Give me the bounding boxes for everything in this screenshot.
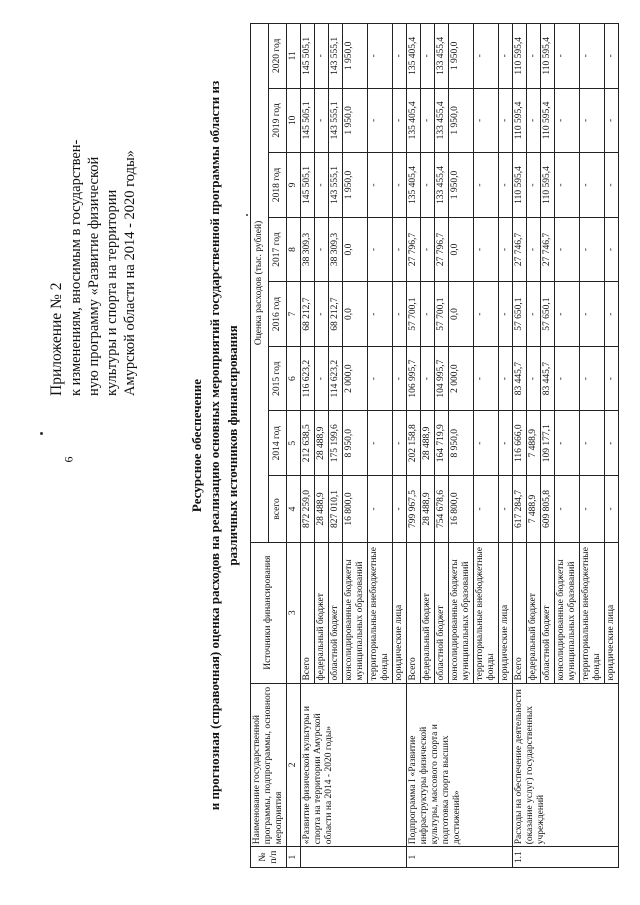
amount-cell: - [555, 411, 580, 476]
amount-cell: - [555, 24, 580, 89]
column-number: 2 [287, 683, 301, 847]
amount-cell: - [555, 88, 580, 153]
amount-cell: - [580, 346, 605, 411]
amount-cell: - [393, 282, 407, 347]
funding-source: юридические лица [499, 542, 513, 683]
header-name: Наименование государственной программы, подпрограммы, основного мероприятия [251, 683, 287, 847]
column-number: 10 [287, 88, 301, 153]
amount-cell: 2 000,0 [343, 346, 368, 411]
amount-cell: - [555, 153, 580, 218]
appendix-line: к изменениям, вносимым в государствен- [68, 139, 84, 396]
amount-cell: 28 488,9 [315, 476, 329, 543]
amount-cell: 7 488,9 [527, 476, 541, 543]
amount-cell: 135 405,4 [407, 153, 421, 218]
header-year: 2014 год [269, 411, 287, 476]
amount-cell: - [368, 153, 393, 218]
amount-cell: - [368, 346, 393, 411]
header-year: 2020 год [269, 24, 287, 89]
funding-source: областной бюджет [541, 542, 555, 683]
amount-cell: - [368, 411, 393, 476]
amount-cell: - [421, 217, 435, 282]
amount-cell: - [393, 476, 407, 543]
header-source: Источники финансирования [251, 542, 287, 683]
amount-cell: - [474, 217, 499, 282]
amount-cell: - [527, 346, 541, 411]
appendix-line: ную программу «Развитие физической [86, 156, 102, 396]
funding-source: Всего [301, 542, 315, 683]
amount-cell: 38 309,3 [301, 217, 315, 282]
row-number: 1 [407, 847, 513, 868]
amount-cell: - [555, 346, 580, 411]
amount-cell: 27 796,7 [435, 217, 449, 282]
amount-cell: - [368, 88, 393, 153]
column-number: 3 [287, 542, 301, 683]
amount-cell: 57 700,1 [435, 282, 449, 347]
amount-cell: - [527, 153, 541, 218]
amount-cell: 110 595,4 [513, 153, 527, 218]
amount-cell: - [499, 153, 513, 218]
amount-cell: - [580, 24, 605, 89]
amount-cell: - [499, 476, 513, 543]
amount-cell: 145 505,1 [301, 88, 315, 153]
amount-cell: 1 950,0 [343, 153, 368, 218]
rotated-page [48, 23, 616, 868]
amount-cell: 28 488,9 [315, 411, 329, 476]
amount-cell: 83 445,7 [513, 346, 527, 411]
funding-source: федеральный бюджет [315, 542, 329, 683]
amount-cell: 617 284,7 [513, 476, 527, 543]
amount-cell: - [527, 88, 541, 153]
amount-cell: 28 488,9 [421, 411, 435, 476]
amount-cell: - [393, 217, 407, 282]
funding-source: консолидированные бюджеты муниципальных образований [555, 542, 580, 683]
amount-cell: - [527, 217, 541, 282]
amount-cell: - [605, 217, 619, 282]
page-number: 6 [61, 456, 76, 463]
amount-cell: - [605, 24, 619, 89]
amount-cell: 0,0 [343, 217, 368, 282]
funding-source: консолидированные бюджеты муниципальных образований [449, 542, 474, 683]
amount-cell: - [368, 476, 393, 543]
amount-cell: - [393, 411, 407, 476]
amount-cell: 83 445,7 [541, 346, 555, 411]
amount-cell: - [605, 153, 619, 218]
amount-cell: 7 488,9 [527, 411, 541, 476]
amount-cell: - [499, 346, 513, 411]
amount-cell: 106 995,7 [407, 346, 421, 411]
table-row [301, 24, 315, 868]
amount-cell: 0,0 [343, 282, 368, 347]
column-number: 8 [287, 217, 301, 282]
amount-cell: - [555, 476, 580, 543]
amount-cell: 135 405,4 [407, 24, 421, 89]
funding-source: федеральный бюджет [421, 542, 435, 683]
amount-cell: 116 666,0 [513, 411, 527, 476]
amount-cell: - [580, 153, 605, 218]
amount-cell: - [499, 24, 513, 89]
amount-cell: 57 650,1 [541, 282, 555, 347]
header-year: всего [269, 476, 287, 543]
amount-cell: - [499, 411, 513, 476]
amount-cell: 0,0 [449, 217, 474, 282]
header-year: 2018 год [269, 153, 287, 218]
row-number [301, 847, 407, 868]
amount-cell: 110 595,4 [541, 88, 555, 153]
header-year: 2015 год [269, 346, 287, 411]
amount-cell: 1 950,0 [449, 153, 474, 218]
amount-cell: 0,0 [449, 282, 474, 347]
amount-cell: 827 010,1 [329, 476, 343, 543]
funding-source: Всего [513, 542, 527, 683]
column-number: 7 [287, 282, 301, 347]
amount-cell: - [474, 153, 499, 218]
amount-cell: - [527, 24, 541, 89]
column-number: 6 [287, 346, 301, 411]
amount-cell: - [474, 24, 499, 89]
amount-cell: - [368, 217, 393, 282]
funding-source: территориальные внебюджетные фонды [474, 542, 499, 683]
funding-source: областной бюджет [329, 542, 343, 683]
amount-cell: 133 455,4 [435, 88, 449, 153]
amount-cell: - [527, 282, 541, 347]
amount-cell: - [605, 476, 619, 543]
amount-cell: - [499, 88, 513, 153]
amount-cell: 143 555,1 [329, 88, 343, 153]
appendix-line: культуры и спорта на территории [104, 189, 120, 396]
appendix-line: Приложение № 2 [48, 282, 65, 396]
amount-cell: - [605, 282, 619, 347]
amount-cell: - [580, 217, 605, 282]
amount-cell: 143 555,1 [329, 24, 343, 89]
amount-cell: - [555, 282, 580, 347]
amount-cell: 114 623,2 [329, 346, 343, 411]
funding-source: территориальные внебюджетные фонды [368, 542, 393, 683]
row-number: 1.1 [513, 847, 619, 868]
amount-cell: 57 650,1 [513, 282, 527, 347]
amount-cell: 175 199,6 [329, 411, 343, 476]
header-year: 2016 год [269, 282, 287, 347]
amount-cell: - [474, 282, 499, 347]
scan-speck [40, 432, 43, 435]
amount-cell: 27 746,7 [513, 217, 527, 282]
amount-cell: 1 950,0 [343, 24, 368, 89]
amount-cell: 110 595,4 [513, 88, 527, 153]
header-estimate: Оценка расходов (тыс. рублей) [251, 24, 269, 543]
amount-cell: - [474, 346, 499, 411]
amount-cell: - [315, 24, 329, 89]
amount-cell: - [580, 88, 605, 153]
column-number: 1 [287, 847, 301, 868]
heading-line: и прогнозная (справочная) оценка расходов на реализацию основных мероприятий государственной программы области из [207, 80, 222, 811]
amount-cell: 202 158,8 [407, 411, 421, 476]
amount-cell: - [368, 24, 393, 89]
amount-cell: 27 746,7 [541, 217, 555, 282]
program-name: Расходы на обеспечение деятельности (оказание услуг) государственных учреждений [513, 683, 619, 847]
header-year: 2019 год [269, 88, 287, 153]
amount-cell: - [580, 282, 605, 347]
funding-source: юридические лица [605, 542, 619, 683]
amount-cell: - [315, 153, 329, 218]
amount-cell: 212 638,5 [301, 411, 315, 476]
amount-cell: 164 719,9 [435, 411, 449, 476]
amount-cell: 68 212,7 [329, 282, 343, 347]
amount-cell: - [315, 88, 329, 153]
amount-cell: 104 995,7 [435, 346, 449, 411]
amount-cell: - [315, 282, 329, 347]
funding-source: Всего [407, 542, 421, 683]
funding-source: федеральный бюджет [527, 542, 541, 683]
document-heading [188, 23, 242, 868]
amount-cell: 28 488,9 [421, 476, 435, 543]
funding-table [250, 23, 619, 868]
amount-cell: - [421, 282, 435, 347]
amount-cell: 27 796,7 [407, 217, 421, 282]
amount-cell: 110 595,4 [513, 24, 527, 89]
amount-cell: 1 950,0 [449, 88, 474, 153]
amount-cell: - [315, 346, 329, 411]
amount-cell: - [393, 346, 407, 411]
amount-cell: 1 950,0 [343, 88, 368, 153]
amount-cell: 110 595,4 [541, 153, 555, 218]
appendix-line: Амурской области на 2014 - 2020 годы» [122, 150, 138, 396]
funding-source: юридические лица [393, 542, 407, 683]
column-number: 9 [287, 153, 301, 218]
amount-cell: 133 455,4 [435, 153, 449, 218]
amount-cell: 68 212,7 [301, 282, 315, 347]
amount-cell: 1 950,0 [449, 24, 474, 89]
amount-cell: - [421, 24, 435, 89]
heading-line: Ресурсное обеспечение [189, 378, 204, 513]
amount-cell: 57 700,1 [407, 282, 421, 347]
amount-cell: 135 405,4 [407, 88, 421, 153]
amount-cell: 8 950,0 [343, 411, 368, 476]
amount-cell: - [605, 411, 619, 476]
amount-cell: - [580, 411, 605, 476]
amount-cell: 116 623,2 [301, 346, 315, 411]
amount-cell: - [393, 153, 407, 218]
amount-cell: - [499, 217, 513, 282]
program-name: «Развитие физической культуры и спорта на территории Амурской области на 2014 - 2020 годы» [301, 683, 407, 847]
column-number: 4 [287, 476, 301, 543]
amount-cell: 143 555,1 [329, 153, 343, 218]
funding-source: областной бюджет [435, 542, 449, 683]
amount-cell: - [393, 88, 407, 153]
amount-cell: - [555, 217, 580, 282]
table-row [513, 24, 527, 868]
funding-source: консолидированные бюджеты муниципальных образований [343, 542, 368, 683]
program-name: Подпрограмма I «Развитие инфраструктуры физической культуры, массового спорта и подготовка спорта высших достижений» [407, 683, 513, 847]
table-body [301, 24, 619, 868]
header-no: № п/п [251, 847, 287, 868]
amount-cell: 16 800,0 [449, 476, 474, 543]
amount-cell: - [474, 411, 499, 476]
amount-cell: - [315, 217, 329, 282]
amount-cell: - [474, 88, 499, 153]
amount-cell: - [605, 88, 619, 153]
amount-cell: - [474, 476, 499, 543]
appendix-block [48, 36, 139, 396]
amount-cell: 145 505,1 [301, 24, 315, 89]
header-year: 2017 год [269, 217, 287, 282]
column-number: 11 [287, 24, 301, 89]
amount-cell: - [499, 282, 513, 347]
amount-cell: 754 678,6 [435, 476, 449, 543]
amount-cell: - [605, 346, 619, 411]
amount-cell: 2 000,0 [449, 346, 474, 411]
amount-cell: 16 800,0 [343, 476, 368, 543]
column-number: 5 [287, 411, 301, 476]
amount-cell: 609 805,8 [541, 476, 555, 543]
amount-cell: 109 177,1 [541, 411, 555, 476]
amount-cell: 145 505,1 [301, 153, 315, 218]
amount-cell: - [368, 282, 393, 347]
heading-line: различных источников финансирования [225, 325, 240, 566]
table-row [407, 24, 421, 868]
amount-cell: - [421, 153, 435, 218]
amount-cell: - [421, 88, 435, 153]
amount-cell: 110 595,4 [541, 24, 555, 89]
amount-cell: 133 455,4 [435, 24, 449, 89]
amount-cell: - [421, 346, 435, 411]
funding-source: территориальные внебюджетные фонды [580, 542, 605, 683]
amount-cell: 8 950,0 [449, 411, 474, 476]
amount-cell: 799 967,5 [407, 476, 421, 543]
amount-cell: - [580, 476, 605, 543]
amount-cell: - [393, 24, 407, 89]
amount-cell: 872 259,0 [301, 476, 315, 543]
amount-cell: 38 309,3 [329, 217, 343, 282]
